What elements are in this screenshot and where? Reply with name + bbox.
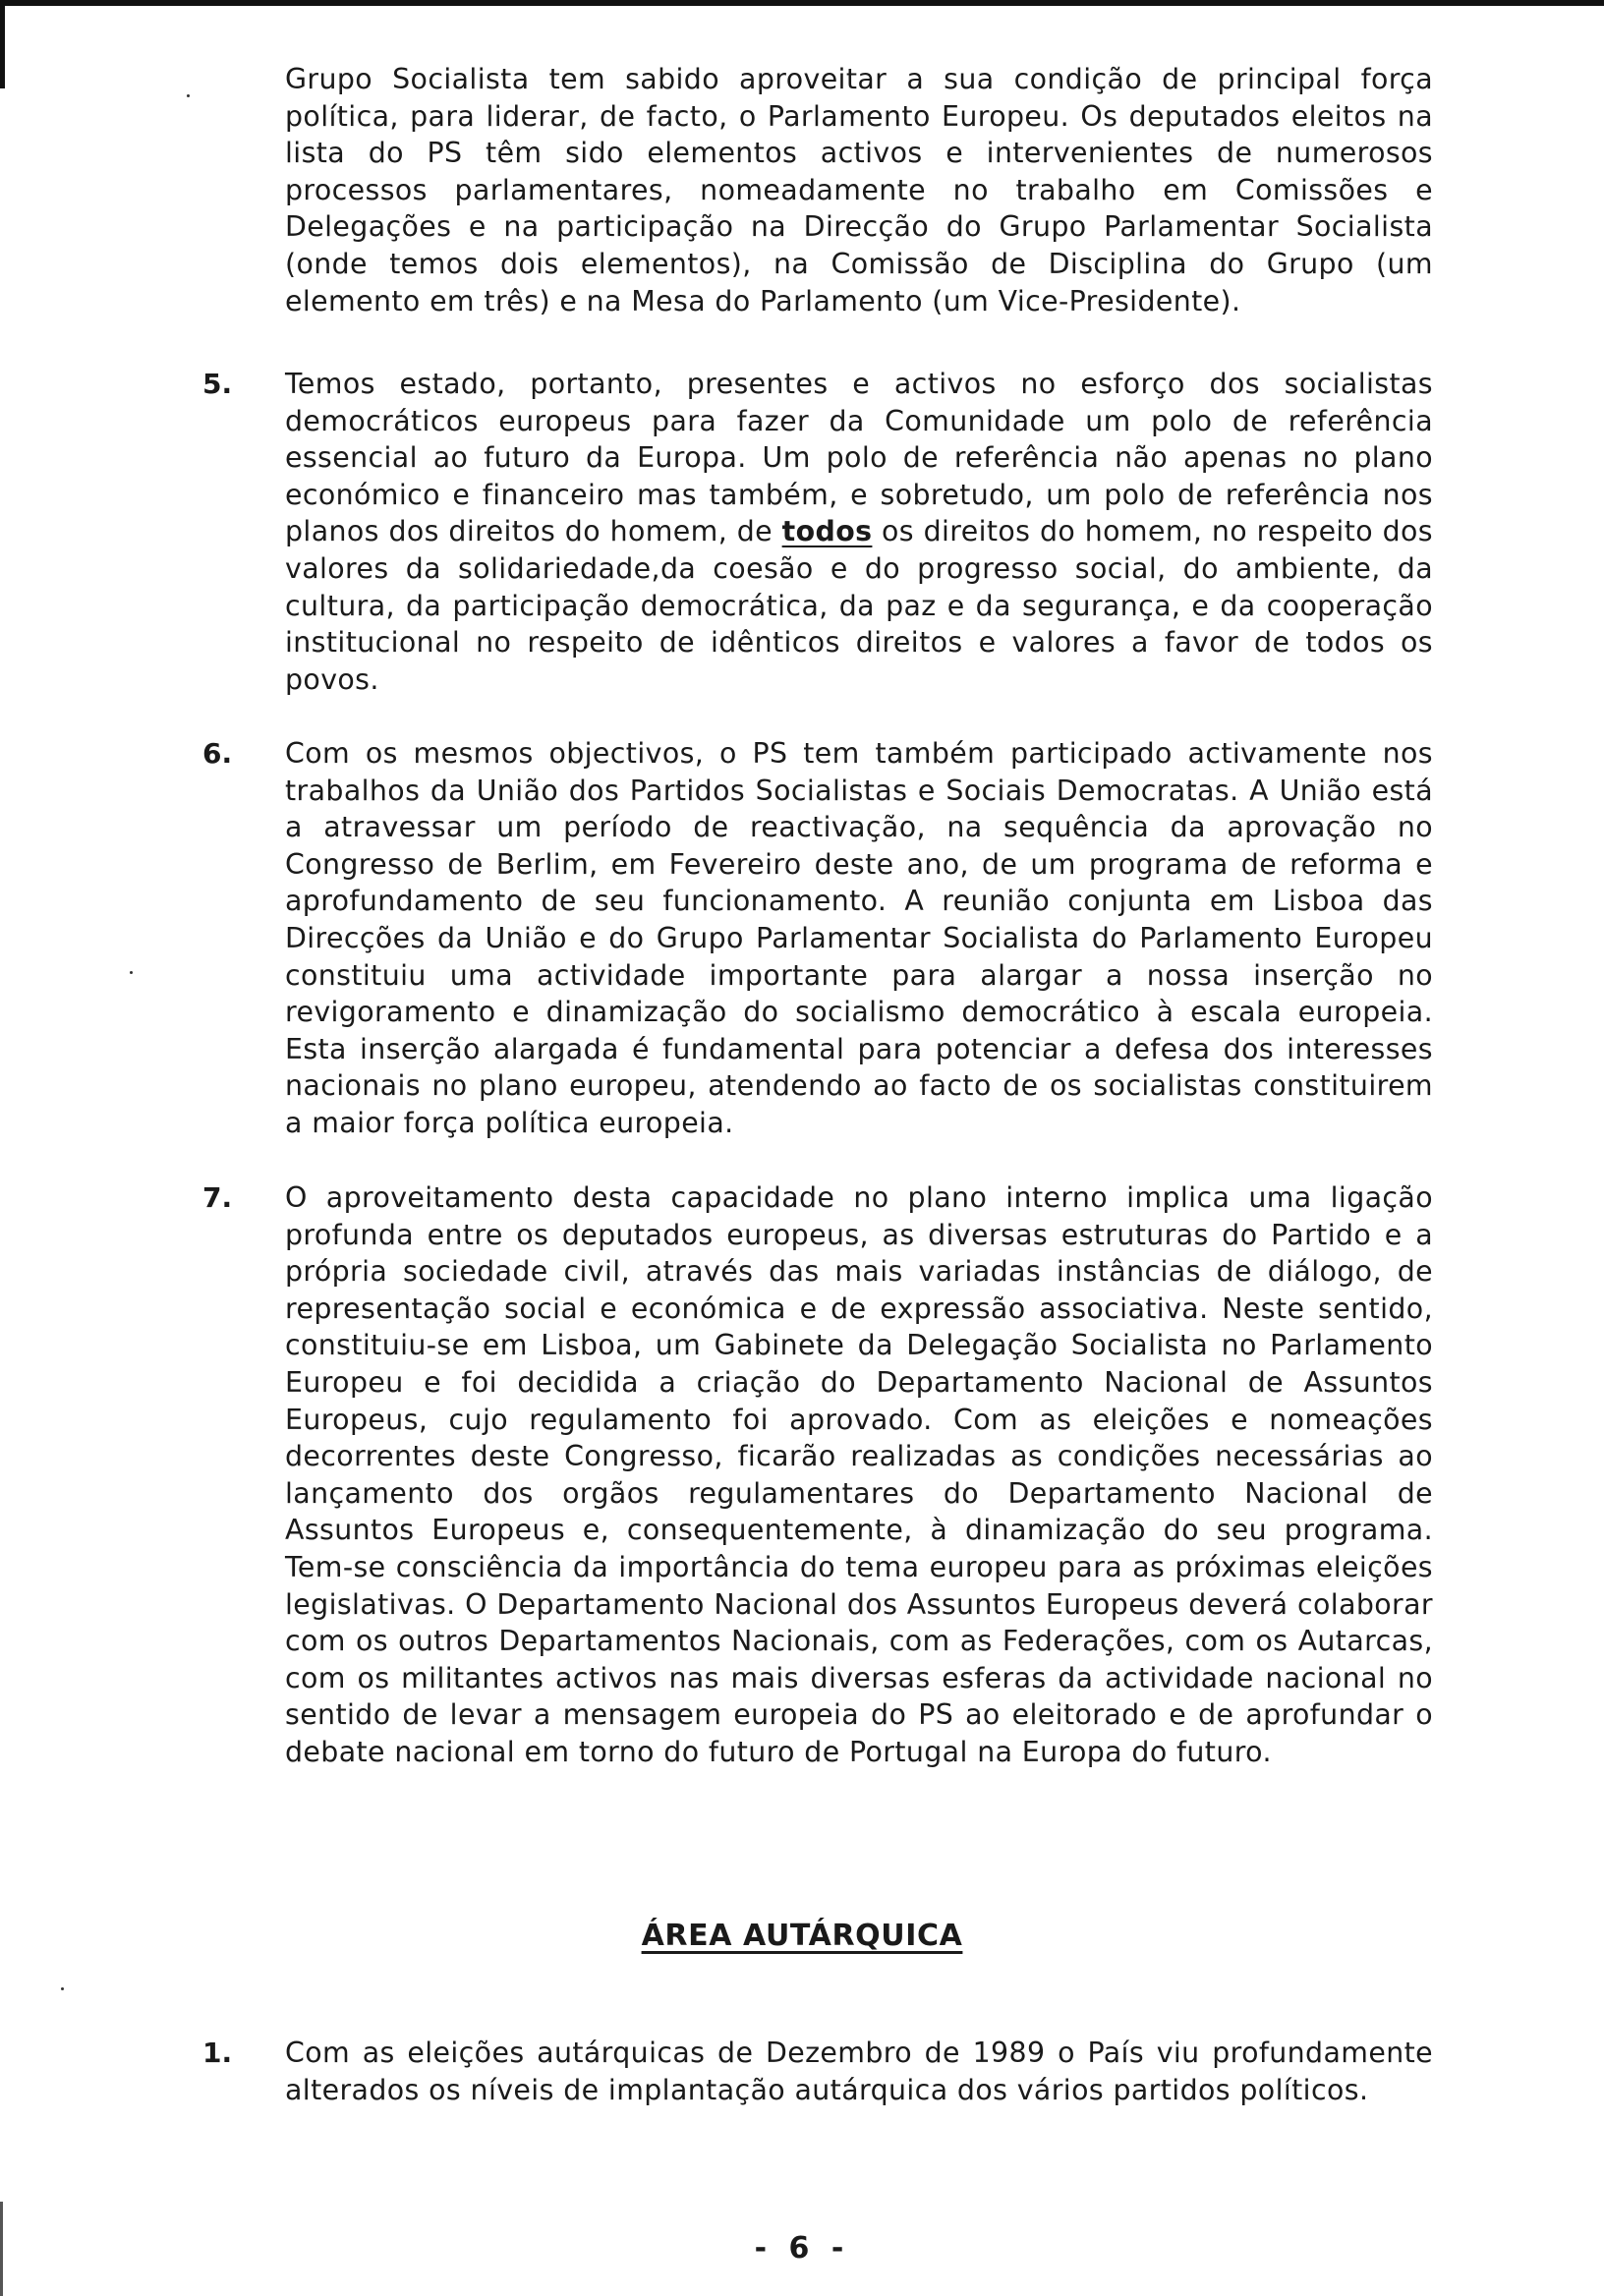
scan-border-top	[0, 0, 1604, 6]
item-text: Com os mesmos objectivos, o PS tem também participado activamente nos trabalhos da União dos Partidos Socialistas e Sociais Democratas. A União está a atravessar um período de reactivação, na sequência da aprovação no Congresso de Berlim, em Fevereiro deste ano, de um programa de reforma e aprofundamento de seu funcionamento. A reunião conjunta em Lisboa das Direcções da União e do Grupo Parlamentar Socialista do Parlamento Europeu constituiu uma actividade importante para alargar a nossa inserção no revigoramento e dinamização do socialismo democrático à escala europeia. Esta inserção alargada é fundamental para potenciar a defesa dos interesses nacionais no plano europeu, atendendo ao facto de os socialistas constituirem a maior força política europeia.	[285, 737, 1433, 1139]
item-text	[285, 366, 1433, 698]
emphasis-word: todos	[781, 515, 873, 548]
item-number: 5.	[202, 368, 233, 400]
scan-speck	[187, 94, 190, 97]
item-number: 7.	[202, 1181, 233, 1214]
scan-border-left	[0, 0, 5, 88]
item-number: 1.	[202, 2037, 233, 2069]
item-text: O aproveitamento desta capacidade no plano interno implica uma ligação profunda entre os deputados europeus, as diversas estruturas do Partido e a própria sociedade civil, através das mais variadas instâncias de diálogo, de representação social e económica e de expressão associativa. Neste sentido, constituiu-se em Lisboa, um Gabinete da Delegação Socialista no Parlamento Europeu e foi decidida a criação do Departamento Nacional de Assuntos Europeus, cujo regulamento foi aprovado. Com as eleições e nomeações decorrentes deste Congresso, ficarão realizadas as condições necessárias ao lançamento dos orgãos regulamentares do Departamento Nacional de Assuntos Europeus e, consequentemente, à dinamização do seu programa. Tem-se consciência da importância do tema europeu para as próximas eleições legislativas. O Departamento Nacional dos Assuntos Europeus deverá colaborar com os outros Departamentos Nacionais, com as Federações, com os Autarcas, com os militantes activos nas mais diversas esferas da actividade nacional no sentido de levar a mensagem europeia do PS ao eleitorado e de aprofundar o debate nacional em torno do futuro de Portugal na Europa do futuro.	[285, 1181, 1433, 1768]
page-number: - 6 -	[754, 2231, 850, 2266]
item-number: 6.	[202, 737, 233, 770]
item-text: Com as eleições autárquicas de Dezembro de 1989 o País viu profundamente alterados os níveis de implantação autárquica dos vários partidos políticos.	[285, 2037, 1433, 2106]
item-text-part: os direitos do homem, no respeito dos valores da solidariedade,da coesão e do progresso social, do ambiente, da cultura, da participação democrática, da paz e da segurança, e da cooperação institucional no respeito de idênticos direitos e valores a favor de todos os povos.	[285, 515, 1433, 696]
scan-speck	[61, 1987, 64, 1990]
intro-paragraph: Grupo Socialista tem sabido aproveitar a sua condição de principal força política, para liderar, de facto, o Parlamento Europeu. Os deputados eleitos na lista do PS têm sido elementos activos e intervenientes de numerosos processos parlamentares, nomeadamente no trabalho em Comissões e Delegações e na participação na Direcção do Grupo Parlamentar Socialista (onde temos dois elementos), na Comissão de Disciplina do Grupo (um elemento em três) e na Mesa do Parlamento (um Vice-Presidente).	[285, 63, 1433, 317]
scan-speck	[130, 971, 133, 974]
section-heading: ÁREA AUTÁRQUICA	[641, 1919, 963, 1953]
item-text-part: Temos estado, portanto, presentes e activos no esforço dos socialistas democráticos europeus para fazer da Comunidade um polo de referência essencial ao futuro da Europa. Um polo de referência não apenas no plano económico e financeiro mas também, e sobretudo, um polo de referência nos planos dos direitos do homem, de	[285, 368, 1433, 548]
